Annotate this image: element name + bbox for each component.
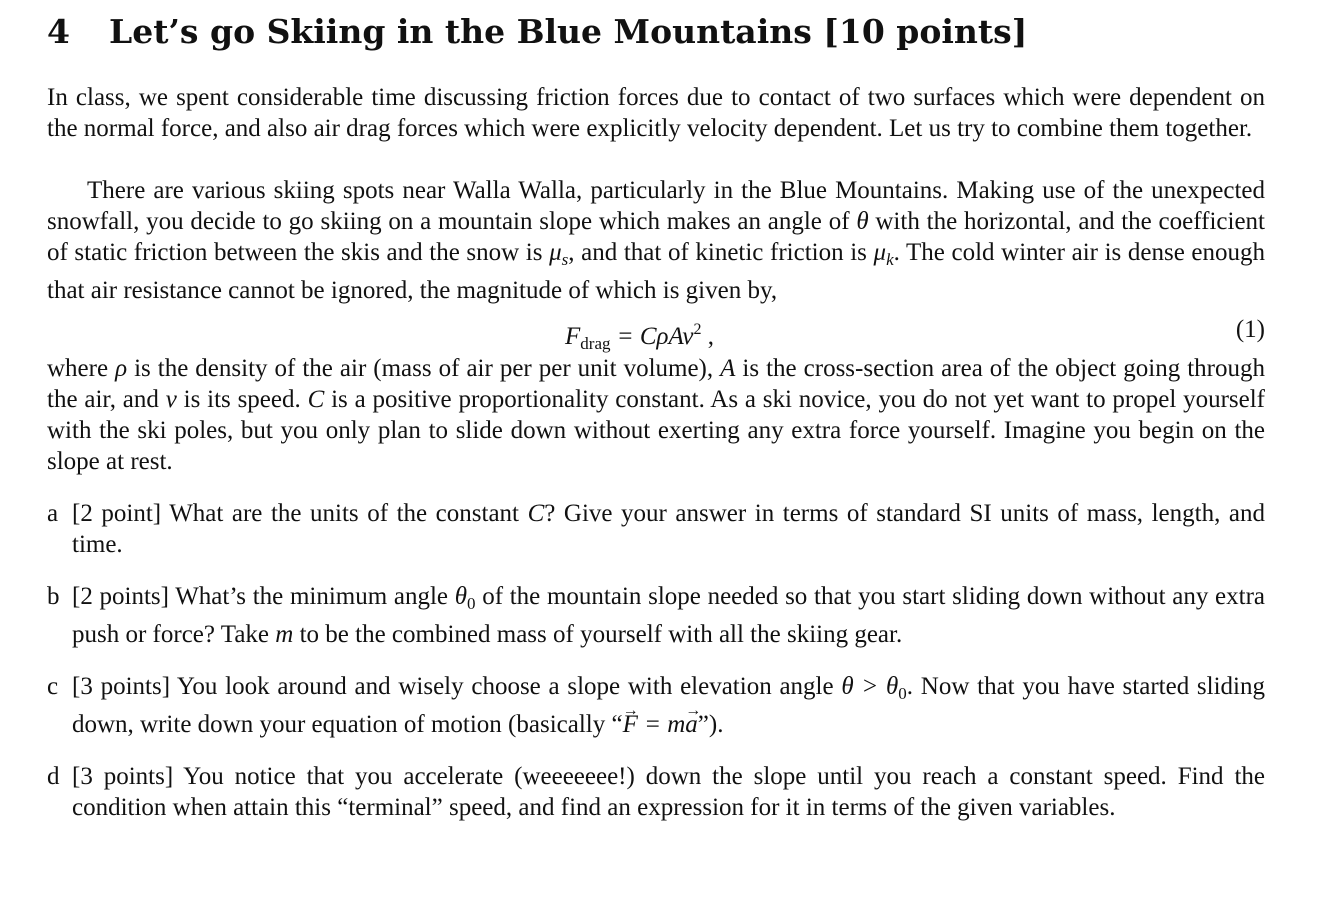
part-c-text-3: ”). bbox=[697, 711, 724, 738]
definitions-paragraph bbox=[47, 353, 1265, 477]
question-part-a bbox=[47, 498, 1265, 560]
setup-text-1: There are various skiing spots near Walla Walla, particularly in the Blue Mountains. Making use of the unexpected snowfall, you decide to go skiing on a mountain slope which makes an angle of bbox=[47, 177, 1265, 235]
definitions-text-4: is its speed. bbox=[176, 386, 308, 413]
section-heading bbox=[47, 10, 1265, 54]
paragraph-gap bbox=[47, 650, 1265, 671]
definitions-text-5: is a positive proportionality constant. As a ski novice, you do not yet want to propel yourself with the ski poles, but you only plan to slide down without exerting any extra force yourself. Imagine you begin on the slope at rest. bbox=[47, 386, 1266, 475]
setup-paragraph bbox=[47, 175, 1265, 306]
drag-equation bbox=[47, 306, 1265, 353]
part-b-variable: θ bbox=[454, 583, 468, 610]
mu-s-subscript: s bbox=[561, 250, 569, 269]
mu-s-symbol: μ bbox=[549, 239, 562, 266]
part-b-text-1: [2 points] What’s the minimum angle bbox=[72, 583, 455, 610]
definitions-text-1: where bbox=[47, 355, 116, 382]
equation-lhs: F bbox=[565, 323, 581, 350]
equation-body bbox=[565, 306, 714, 367]
mu-k-subscript: k bbox=[886, 250, 894, 269]
equation-lhs-subscript: drag bbox=[580, 334, 611, 353]
part-b-subscript: 0 bbox=[467, 594, 476, 613]
equation-tail: , bbox=[701, 323, 715, 350]
part-a-text-2: ? Give your answer in terms of standard SI units of mass, length, and time. bbox=[72, 500, 1265, 558]
setup-text-3: , and that of kinetic friction is bbox=[568, 239, 874, 266]
acceleration-vector: → a bbox=[685, 711, 698, 738]
part-a-text-1: [2 point] What are the units of the constant bbox=[72, 500, 528, 527]
part-c-text-1: [3 points] You look around and wisely choose a slope with elevation angle bbox=[72, 673, 842, 700]
rho-symbol: ρ bbox=[115, 355, 128, 382]
question-part-b bbox=[47, 581, 1265, 650]
paragraph-gap bbox=[47, 477, 1265, 498]
part-letter: a bbox=[47, 500, 59, 527]
area-symbol: A bbox=[720, 355, 736, 382]
constant-symbol: C bbox=[307, 386, 325, 413]
part-b-text-3: to be the combined mass of yourself with all the skiing gear. bbox=[293, 621, 903, 648]
paragraph-gap bbox=[47, 740, 1265, 761]
intro-paragraph: In class, we spent considerable time discussing friction forces due to contact of two surfaces which were dependent on the normal force, and also air drag forces which were explicitly velocity dependent. Let us try to combine them together. bbox=[47, 84, 1265, 142]
equation-number: (1) bbox=[1235, 316, 1265, 343]
speed-symbol: v bbox=[165, 386, 177, 413]
question-part-c bbox=[47, 671, 1265, 740]
setup-text-2: with the horizontal, and the coefficient of static friction between the skis and the snow is bbox=[47, 208, 1265, 266]
equation-exponent: 2 bbox=[693, 321, 702, 338]
part-d-text: [3 points] You notice that you accelerate (weeeeeee!) down the slope until you reach a constant speed. Find the condition when attain this “terminal” speed, and find an expression for it in terms of the given variables. bbox=[72, 763, 1265, 821]
theta-symbol: θ bbox=[856, 208, 869, 235]
force-vector: → F bbox=[623, 711, 638, 738]
definitions-text-3: is the cross-section area of the object going through the air, and bbox=[47, 355, 1265, 413]
part-b-text-2: of the mountain slope needed so that you start sliding down without any extra push or force? Take bbox=[72, 583, 1265, 648]
question-part-d bbox=[47, 761, 1265, 823]
part-c-variable: θ > θ bbox=[841, 673, 899, 700]
part-c-text-2: . Now that you have started sliding down, write down your equation of motion (basically “ bbox=[72, 673, 1266, 738]
definitions-text-2: is the density of the air (mass of air per per unit volume), bbox=[127, 355, 721, 382]
part-c-equation: = m bbox=[637, 711, 686, 738]
part-c-subscript: 0 bbox=[898, 684, 907, 703]
setup-text-4: . The cold winter air is dense enough that air resistance cannot be ignored, the magnitude of which is given by, bbox=[47, 239, 1266, 304]
paragraph-gap bbox=[47, 144, 1265, 175]
equation-rhs: = CρAv bbox=[610, 323, 694, 350]
section-number: 4 bbox=[47, 12, 70, 51]
paragraph-gap bbox=[47, 560, 1265, 581]
part-a-variable: C bbox=[527, 500, 545, 527]
mu-k-symbol: μ bbox=[873, 239, 887, 266]
section-title: Let’s go Skiing in the Blue Mountains [10 points] bbox=[109, 12, 1028, 51]
part-letter: b bbox=[47, 583, 60, 610]
part-letter: d bbox=[47, 763, 60, 790]
part-letter: c bbox=[47, 673, 59, 700]
document-page bbox=[47, 10, 1265, 823]
part-b-mass-variable: m bbox=[275, 621, 294, 648]
